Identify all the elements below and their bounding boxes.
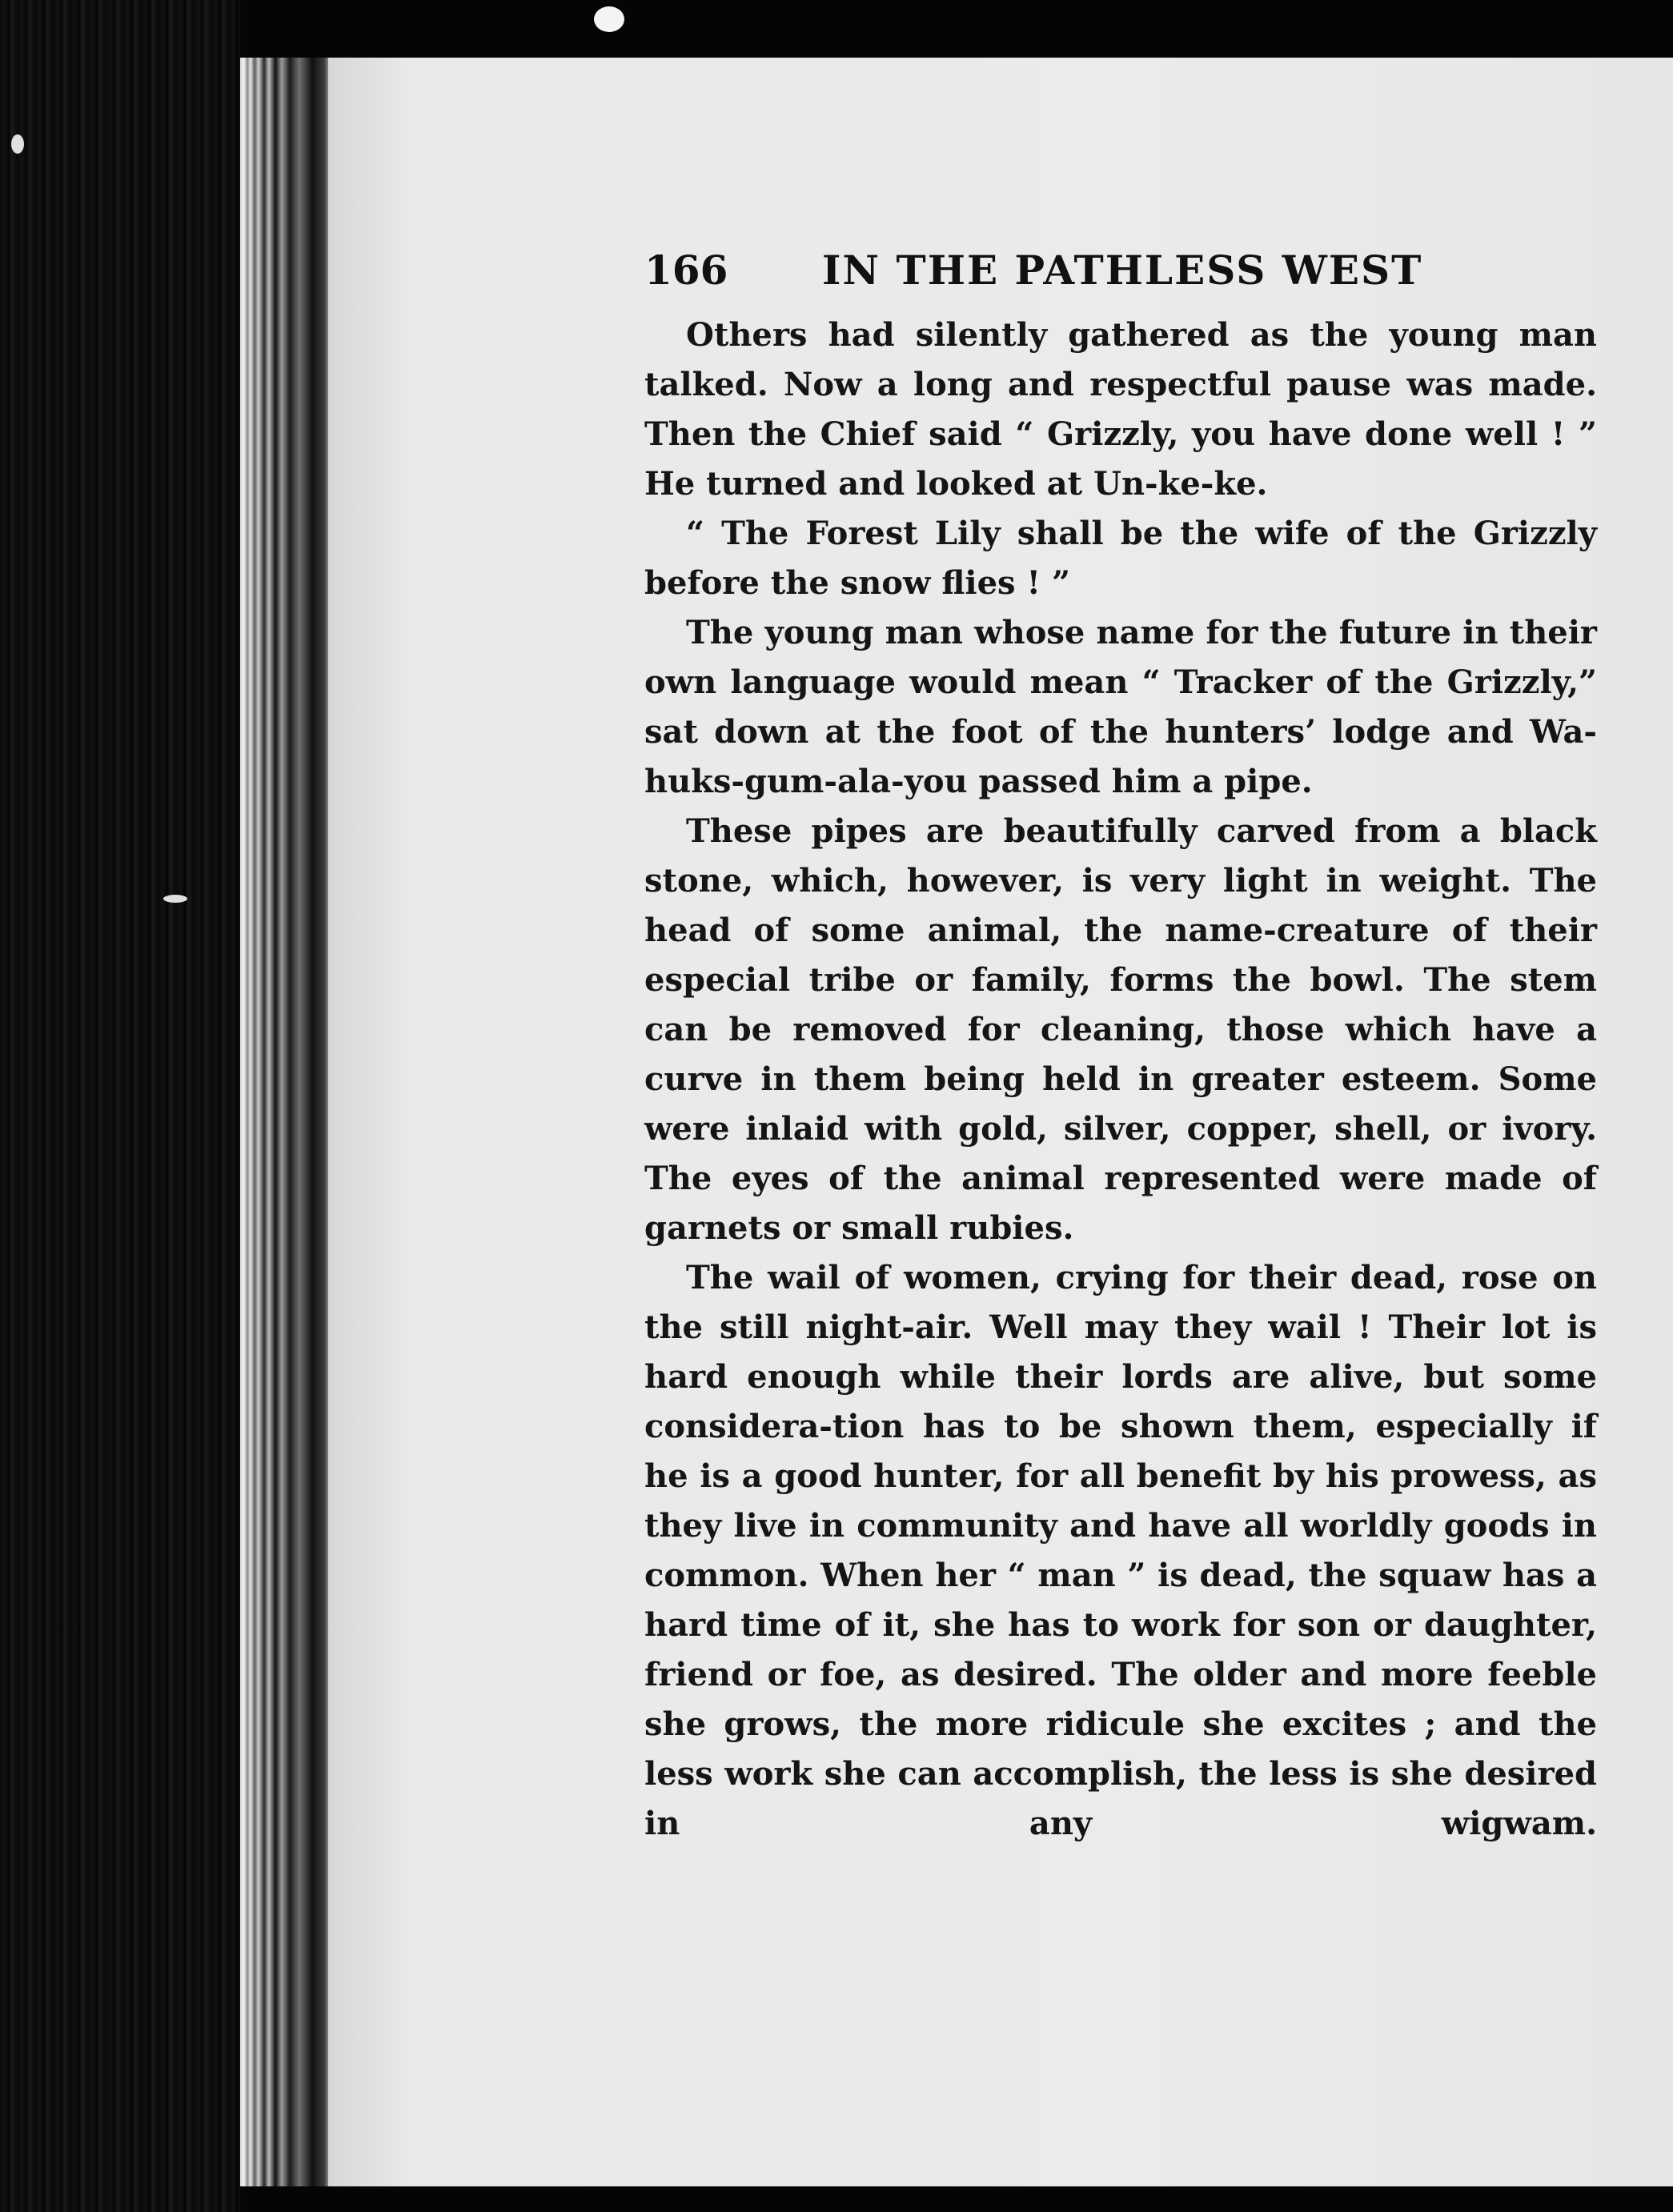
running-title: IN THE PATHLESS WEST (822, 246, 1423, 294)
paragraph: The young man whose name for the future in their own language would mean “ Tracker of the Grizzly,” sat down at the foot of the hunters’ lodge and Wa-huks-gum-ala-you passed him a pipe. (644, 614, 1597, 800)
body-text (644, 311, 1597, 1849)
binding-shadow (0, 0, 240, 2212)
paragraph: These pipes are beautifully carved from a black stone, which, however, is very light in weight. The head of some animal, the name-creature of their especial tribe or family, forms the bowl. The stem can be removed for cleaning, those which have a curve in them being held in greater esteem. Some were inlaid with gold, silver, copper, shell, or ivory. The eyes of the animal represented were made of garnets or small rubies. (644, 812, 1597, 1247)
paragraph: Others had silently gathered as the young man talked. Now a long and respectful pause was made. Then the Chief said “ Grizzly, you have done well ! ” He turned and looked at Un-ke-ke. (644, 316, 1597, 503)
running-header (644, 246, 1605, 295)
dust-speck (163, 895, 187, 903)
page-edges (240, 58, 332, 2186)
film-punch-hole (594, 6, 624, 32)
paragraph: The wail of women, crying for their dead, rose on the still night-air. Well may they wail ! Their lot is hard enough while their lords are alive, but some considera-tion has to be shown them, especially if he is a good hunter, for all benefit by his prowess, as they live in community and have all worldly goods in common. When her “ man ” is dead, the squaw has a hard time of it, she has to work for son or daughter, friend or foe, as desired. The older and more feeble she grows, the more ridicule she excites ; and the less work she can accomplish, the less is she desired in any wigwam. (644, 1259, 1597, 1842)
page-number: 166 (644, 246, 728, 294)
dust-speck (11, 134, 24, 154)
paragraph: “ The Forest Lily shall be the wife of the Grizzly before the snow flies ! ” (644, 515, 1597, 602)
